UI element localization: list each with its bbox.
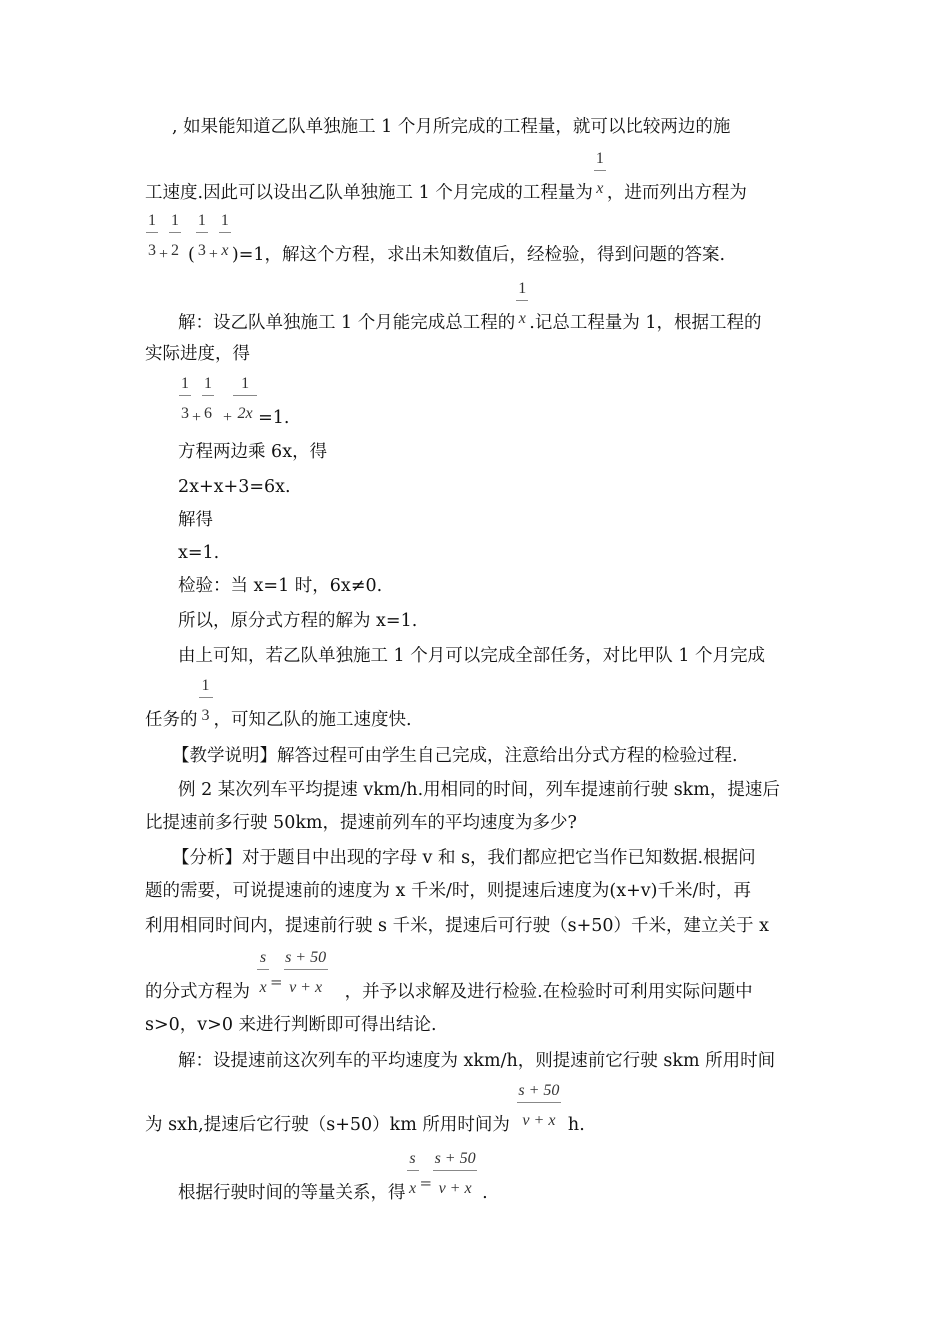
numerator: 1: [201, 677, 210, 694]
fraction-bar: [196, 232, 208, 233]
denominator: 6: [204, 405, 213, 422]
paragraph-line: [178, 509, 213, 531]
numerator: 1: [595, 150, 604, 167]
numerator: 1: [197, 212, 206, 229]
text: 解：设乙队单独施工 1 个月能完成总工程的: [178, 313, 516, 333]
text: 检验：当 x=1 时，6x≠0.: [178, 576, 383, 596]
text: 【分析】对于题目中出现的字母 v 和 s，我们都应把它当作已知数据.根据问: [172, 848, 756, 868]
denominator: v + x: [438, 1180, 472, 1197]
equals-sign: =: [419, 1174, 433, 1192]
fraction-bar: [517, 1102, 561, 1103]
fraction-bar: [407, 1170, 419, 1171]
text: , 如果能知道乙队单独施工 1 个月所完成的工程量，就可以比较两边的施: [172, 117, 731, 137]
paragraph-line: [145, 812, 577, 834]
paragraph-line: [172, 745, 738, 767]
text: 解：设提速前这次列车的平均速度为 xkm/h，则提速前它行驶 skm 所用时间: [178, 1051, 776, 1071]
fraction-bar: [594, 170, 606, 171]
text: ，并予以求解及进行检验.在检验时可利用实际问题中: [344, 982, 753, 1002]
denominator: 3: [148, 242, 156, 259]
paragraph-line: [145, 150, 747, 204]
denominator: 3: [197, 242, 206, 259]
numerator: s: [259, 949, 267, 966]
fraction: [145, 212, 159, 266]
paragraph-line: [145, 880, 751, 902]
numerator: 1: [220, 212, 229, 229]
fraction-bar: [516, 300, 528, 301]
fraction-bar: [179, 395, 191, 396]
denominator: x: [518, 310, 526, 327]
plus-sign: +: [208, 246, 218, 263]
plus-sign: +: [223, 409, 233, 426]
text: 为 sxh,提速后它行驶（s+50）km 所用时间为: [145, 1115, 510, 1135]
paragraph-line: [178, 1150, 488, 1204]
left-paren: (: [188, 245, 195, 265]
text: s>0，v>0 来进行判断即可得出结论.: [145, 1015, 437, 1035]
numerator: 1: [518, 280, 527, 297]
numerator: s + 50: [434, 1150, 476, 1167]
fraction: [232, 375, 258, 429]
fraction: [516, 1082, 562, 1136]
text: 题的需要，可说提速前的速度为 x 千米/时，则提速后速度为(x+v)千米/时，再: [145, 881, 751, 901]
fraction-bar: [233, 395, 257, 396]
text: .记总工程量为 1，根据工程的: [529, 313, 762, 333]
denominator: v + x: [522, 1112, 556, 1129]
fraction: [432, 1150, 478, 1204]
denominator: 2x: [237, 405, 253, 422]
denominator: x: [259, 979, 267, 996]
paragraph-line: [178, 542, 219, 564]
paragraph-line: [145, 915, 769, 937]
equation-line: [145, 212, 726, 266]
text: 由上可知，若乙队单独施工 1 个月可以完成全部任务，对比甲队 1 个月完成: [178, 646, 766, 666]
fraction-bar: [284, 969, 328, 970]
text: ，进而列出方程为: [606, 183, 747, 203]
fraction: [168, 212, 182, 266]
paragraph-line: [178, 779, 780, 801]
text: 实际进度，得: [145, 344, 250, 364]
paragraph-line: [172, 116, 730, 138]
fraction: [283, 949, 329, 1003]
fraction-bar: [202, 395, 214, 396]
denominator: 2: [171, 242, 180, 259]
numerator: 1: [181, 375, 189, 392]
fraction: [201, 375, 215, 429]
fraction: [593, 150, 607, 204]
fraction-bar: [433, 1170, 477, 1171]
paragraph-line: [145, 1014, 437, 1036]
paragraph-line: [172, 847, 756, 869]
numerator: s + 50: [285, 949, 327, 966]
denominator: x: [408, 1180, 417, 1197]
paragraph-line: [178, 441, 327, 463]
text: 的分式方程为: [145, 982, 250, 1002]
paragraph-line: [145, 949, 753, 1003]
denominator: x: [596, 180, 604, 197]
plus-sign: +: [192, 409, 202, 426]
text: ，可知乙队的施工速度快.: [213, 710, 412, 730]
fraction: [178, 375, 192, 429]
text: 2x+x+3=6x.: [178, 477, 291, 497]
fraction: [218, 212, 232, 266]
text: 方程两边乘 6x，得: [178, 442, 328, 462]
numerator: 1: [241, 375, 250, 392]
fraction-bar: [146, 232, 158, 233]
text: 所以，原分式方程的解为 x=1.: [178, 611, 418, 631]
text: )=1，解这个方程，求出未知数值后，经检验，得到问题的答案.: [231, 245, 726, 265]
fraction: [256, 949, 270, 1003]
text: 比提速前多行驶 50km，提速前列车的平均速度为多少?: [145, 813, 577, 833]
denominator: x: [221, 242, 229, 259]
text: 【教学说明】解答过程可由学生自己完成，注意给出分式方程的检验过程.: [172, 746, 738, 766]
denominator: v + x: [289, 979, 323, 996]
equation-line: [178, 375, 290, 429]
fraction: [406, 1150, 420, 1204]
paragraph-line: [145, 677, 412, 731]
numerator: 1: [171, 212, 180, 229]
equals-sign: =: [270, 973, 283, 991]
numerator: 1: [148, 212, 156, 229]
fraction: [195, 212, 209, 266]
fraction-bar: [199, 697, 213, 698]
text: 解得: [178, 510, 213, 530]
denominator: 3: [181, 405, 189, 422]
paragraph-line: [178, 280, 762, 334]
denominator: 3: [201, 707, 210, 724]
fraction-bar: [257, 969, 269, 970]
paragraph-line: [178, 1050, 775, 1072]
paragraph-line: [145, 1082, 585, 1136]
text: 根据行驶时间的等量关系，得: [178, 1183, 406, 1203]
text: .: [482, 1183, 488, 1203]
numerator: 1: [204, 375, 213, 392]
fraction: [515, 280, 529, 334]
numerator: s: [409, 1150, 416, 1167]
text: 任务的: [145, 710, 198, 730]
text: 例 2 某次列车平均提速 vkm/h.用相同的时间，列车提速前行驶 skm，提速后: [178, 780, 780, 800]
text: 工速度.因此可以设出乙队单独施工 1 个月完成的工程量为: [145, 183, 593, 203]
paragraph-line: [178, 645, 765, 667]
fraction: [198, 677, 214, 731]
text: x=1.: [178, 543, 220, 563]
fraction-bar: [219, 232, 231, 233]
text: h.: [567, 1115, 585, 1135]
paragraph-line: [178, 610, 417, 632]
fraction-bar: [169, 232, 181, 233]
numerator: s + 50: [518, 1082, 560, 1099]
paragraph-line: [145, 343, 250, 365]
text: =1.: [258, 408, 290, 428]
paragraph-line: [178, 476, 291, 498]
text: 利用相同时间内，提速前行驶 s 千米，提速后可行驶（s+50）千米，建立关于 x: [145, 916, 769, 936]
plus-sign: +: [159, 246, 169, 263]
paragraph-line: [178, 575, 382, 597]
